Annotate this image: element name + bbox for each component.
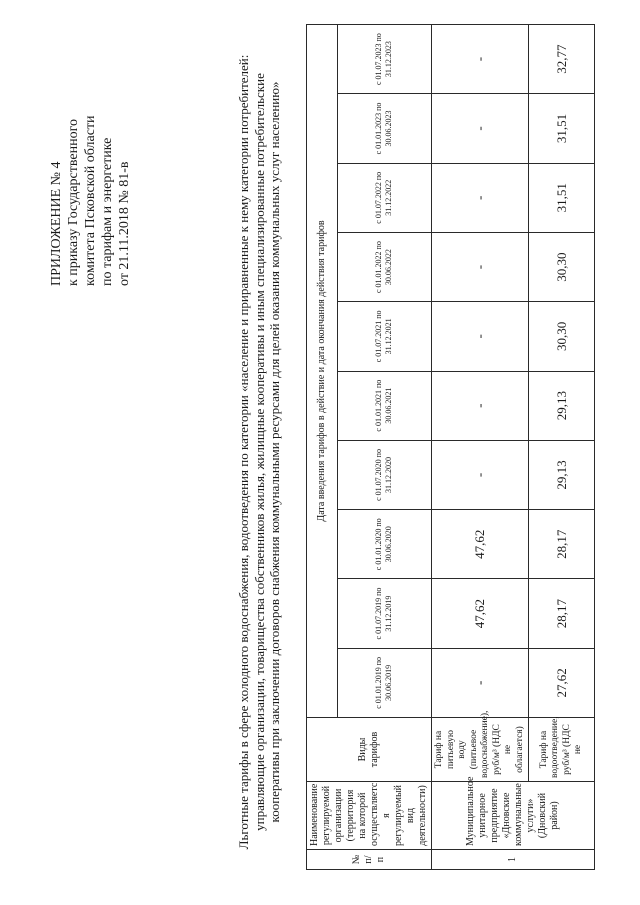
table-row [432,24,529,869]
row-number: 1 [432,850,595,870]
tariff-value: 47,62 [432,510,529,579]
tariff-value: - [432,371,529,440]
header-dates: Дата введения тарифов в действие и дата окончания действия тарифов [307,24,338,717]
tariff-type-wastewater: Тариф на водоотведение, руб/м³ (НДС не [529,718,595,782]
tariff-value: - [432,94,529,163]
tariff-value: - [432,302,529,371]
document-title: Льготные тарифы в сфере холодного водоснабжения, водоотведения по категории «население и приравненные к нему категории потребителей: управляющие организации, товарищества собственников жилья, жилищные кооперативы и иным специализированные потребительские кооперативы при заключении договоров снабжения коммунальными ресурсами для целей оказания коммунальных услуг населению» [236,54,282,850]
tariff-value: 32,77 [529,24,595,93]
appendix-line: по тарифам и энергетике [100,137,115,286]
period-header: с 01.01.2023 по 30.06.2023 [337,94,431,163]
tariff-value: - [432,163,529,232]
period-header: с 01.07.2020 по 31.12.2020 [337,440,431,509]
tariff-value: - [432,440,529,509]
tariff-value: 30,30 [529,302,595,371]
tariff-value: 47,62 [432,579,529,648]
tariff-value: 30,30 [529,232,595,301]
appendix-line: комитета Псковской области [83,115,98,286]
period-header: с 01.01.2021 по 30.06.2021 [337,371,431,440]
tariff-value: - [432,24,529,93]
period-header: с 01.07.2022 по 31.12.2022 [337,163,431,232]
tariff-value: 31,51 [529,163,595,232]
header-number: № п/п [307,850,432,870]
appendix-line: ПРИЛОЖЕНИЕ № 4 [49,161,64,286]
tariff-value: 29,13 [529,440,595,509]
header-organization: Наименование регулируемой организации (территория на которой осуществляетс я регулируемый вид деятельности) [307,782,432,850]
period-header: с 01.01.2022 по 30.06.2022 [337,232,431,301]
tariff-value: 28,17 [529,510,595,579]
table-row [529,24,595,869]
tariff-value: - [432,648,529,717]
tariff-value: 28,17 [529,579,595,648]
appendix-block [48,46,133,286]
tariff-value: - [432,232,529,301]
period-header: с 01.07.2019 по 31.12.2019 [337,579,431,648]
rotated-sheet [30,22,610,882]
period-header: с 01.01.2019 по 30.06.2019 [337,648,431,717]
tariff-table [306,24,595,870]
organization-name: Муниципальное унитарное предприятие «Дновские коммунальные услуги» (Дновский район) [432,782,595,850]
tariff-value: 31,51 [529,94,595,163]
tariff-value: 27,62 [529,648,595,717]
tariff-value: 29,13 [529,371,595,440]
period-header: с 01.01.2020 по 30.06.2020 [337,510,431,579]
appendix-line: к приказу Государственного [66,119,81,286]
period-header: с 01.07.2023 по 31.12.2023 [337,24,431,93]
header-tariff-type: Виды тарифов [307,718,432,782]
tariff-type-drinking-water: Тариф на питьевую воду (питьевое водоснабжение), руб/м³ (НДС не облагается) [432,718,529,782]
period-header: с 01.07.2021 по 31.12.2021 [337,302,431,371]
appendix-line: от 21.11.2018 № 81-в [117,161,132,286]
